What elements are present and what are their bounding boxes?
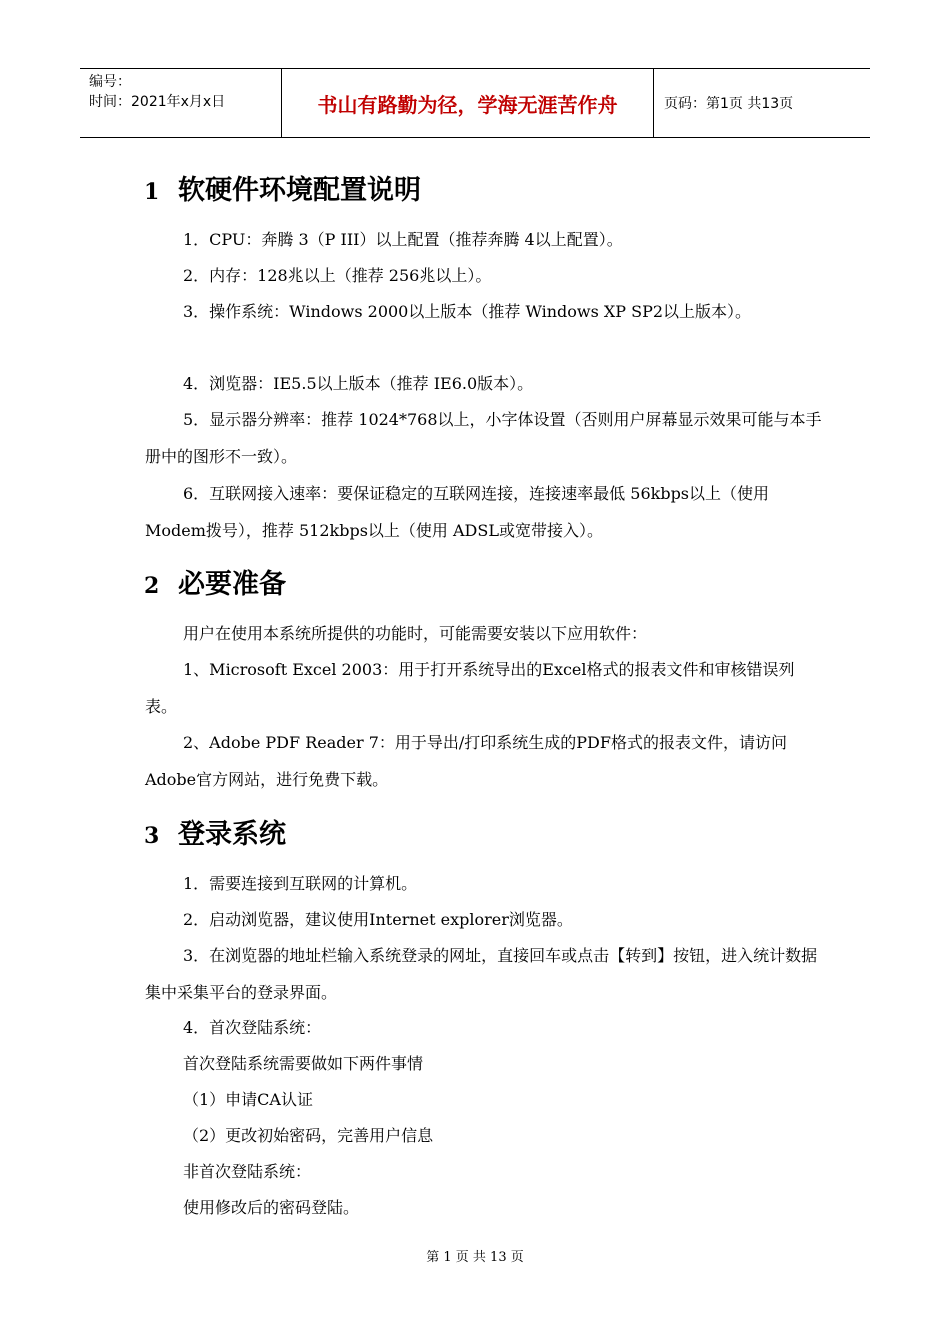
section-heading-2 [144,562,286,601]
paragraph: 4．浏览器：IE5.5以上版本（推荐 IE6.0版本）。 [183,374,534,393]
header-table [80,68,870,138]
section-number: 1 [144,179,160,205]
paragraph: （2）更改初始密码，完善用户信息 [183,1126,434,1145]
paragraph: 用户在使用本系统所提供的功能时，可能需要安装以下应用软件： [183,624,648,643]
paragraph: 2．内存：128兆以上（推荐 256兆以上）。 [183,266,492,285]
doc-number-label: 编号： [89,74,131,90]
paragraph: （1）申请CA认证 [183,1090,313,1109]
paragraph: 2、Adobe PDF Reader 7：用于导出/打印系统生成的PDF格式的报表文件，请访问Adobe官方网站，进行免费下载。 [145,733,787,789]
paragraph: 首次登陆系统需要做如下两件事情 [183,1054,424,1073]
paragraph: 2．启动浏览器，建议使用Internet explorer浏览器。 [183,910,573,929]
paragraph: 5．显示器分辨率：推荐 1024*768以上，小字体设置（否则用户屏幕显示效果可能与本手册中的图形不一致）。 [145,410,822,466]
section-heading-3 [144,812,286,851]
paragraph: 4．首次登陆系统： [183,1018,322,1037]
doc-date: 时间：2021年x月x日 [89,94,226,110]
section-title: 登录系统 [178,819,286,850]
paragraph: 3．在浏览器的地址栏输入系统登录的网址，直接回车或点击【转到】按钮，进入统计数据集中采集平台的登录界面。 [145,946,818,1002]
paragraph: 使用修改后的密码登陆。 [183,1198,360,1217]
paragraph: 1．CPU：奔腾 3（P III）以上配置（推荐奔腾 4以上配置）。 [183,230,623,249]
section-number: 2 [144,573,160,599]
section-heading-1 [144,168,421,207]
header-motto: 书山有路勤为径，学海无涯苦作舟 [282,69,654,137]
section-number: 3 [144,823,160,849]
paragraph: 6．互联网接入速率：要保证稳定的互联网连接，连接速率最低 56kbps以上（使用 Modem拨号），推荐 512kbps以上（使用 ADSL或宽带接入）。 [145,484,770,540]
section-title: 软硬件环境配置说明 [178,175,421,206]
header-meta [80,69,282,137]
paragraph: 非首次登陆系统： [183,1162,312,1181]
header-page-info: 页码：第1页 共13页 [664,96,794,112]
paragraph: 1．需要连接到互联网的计算机。 [183,874,418,893]
paragraph: 3．操作系统：Windows 2000以上版本（推荐 Windows XP SP2以上版本）。 [183,302,752,321]
paragraph: 1、Microsoft Excel 2003：用于打开系统导出的Excel格式的报表文件和审核错误列表。 [145,660,795,716]
section-title: 必要准备 [178,569,286,600]
page-footer: 第 1 页 共 13 页 [426,1250,524,1265]
